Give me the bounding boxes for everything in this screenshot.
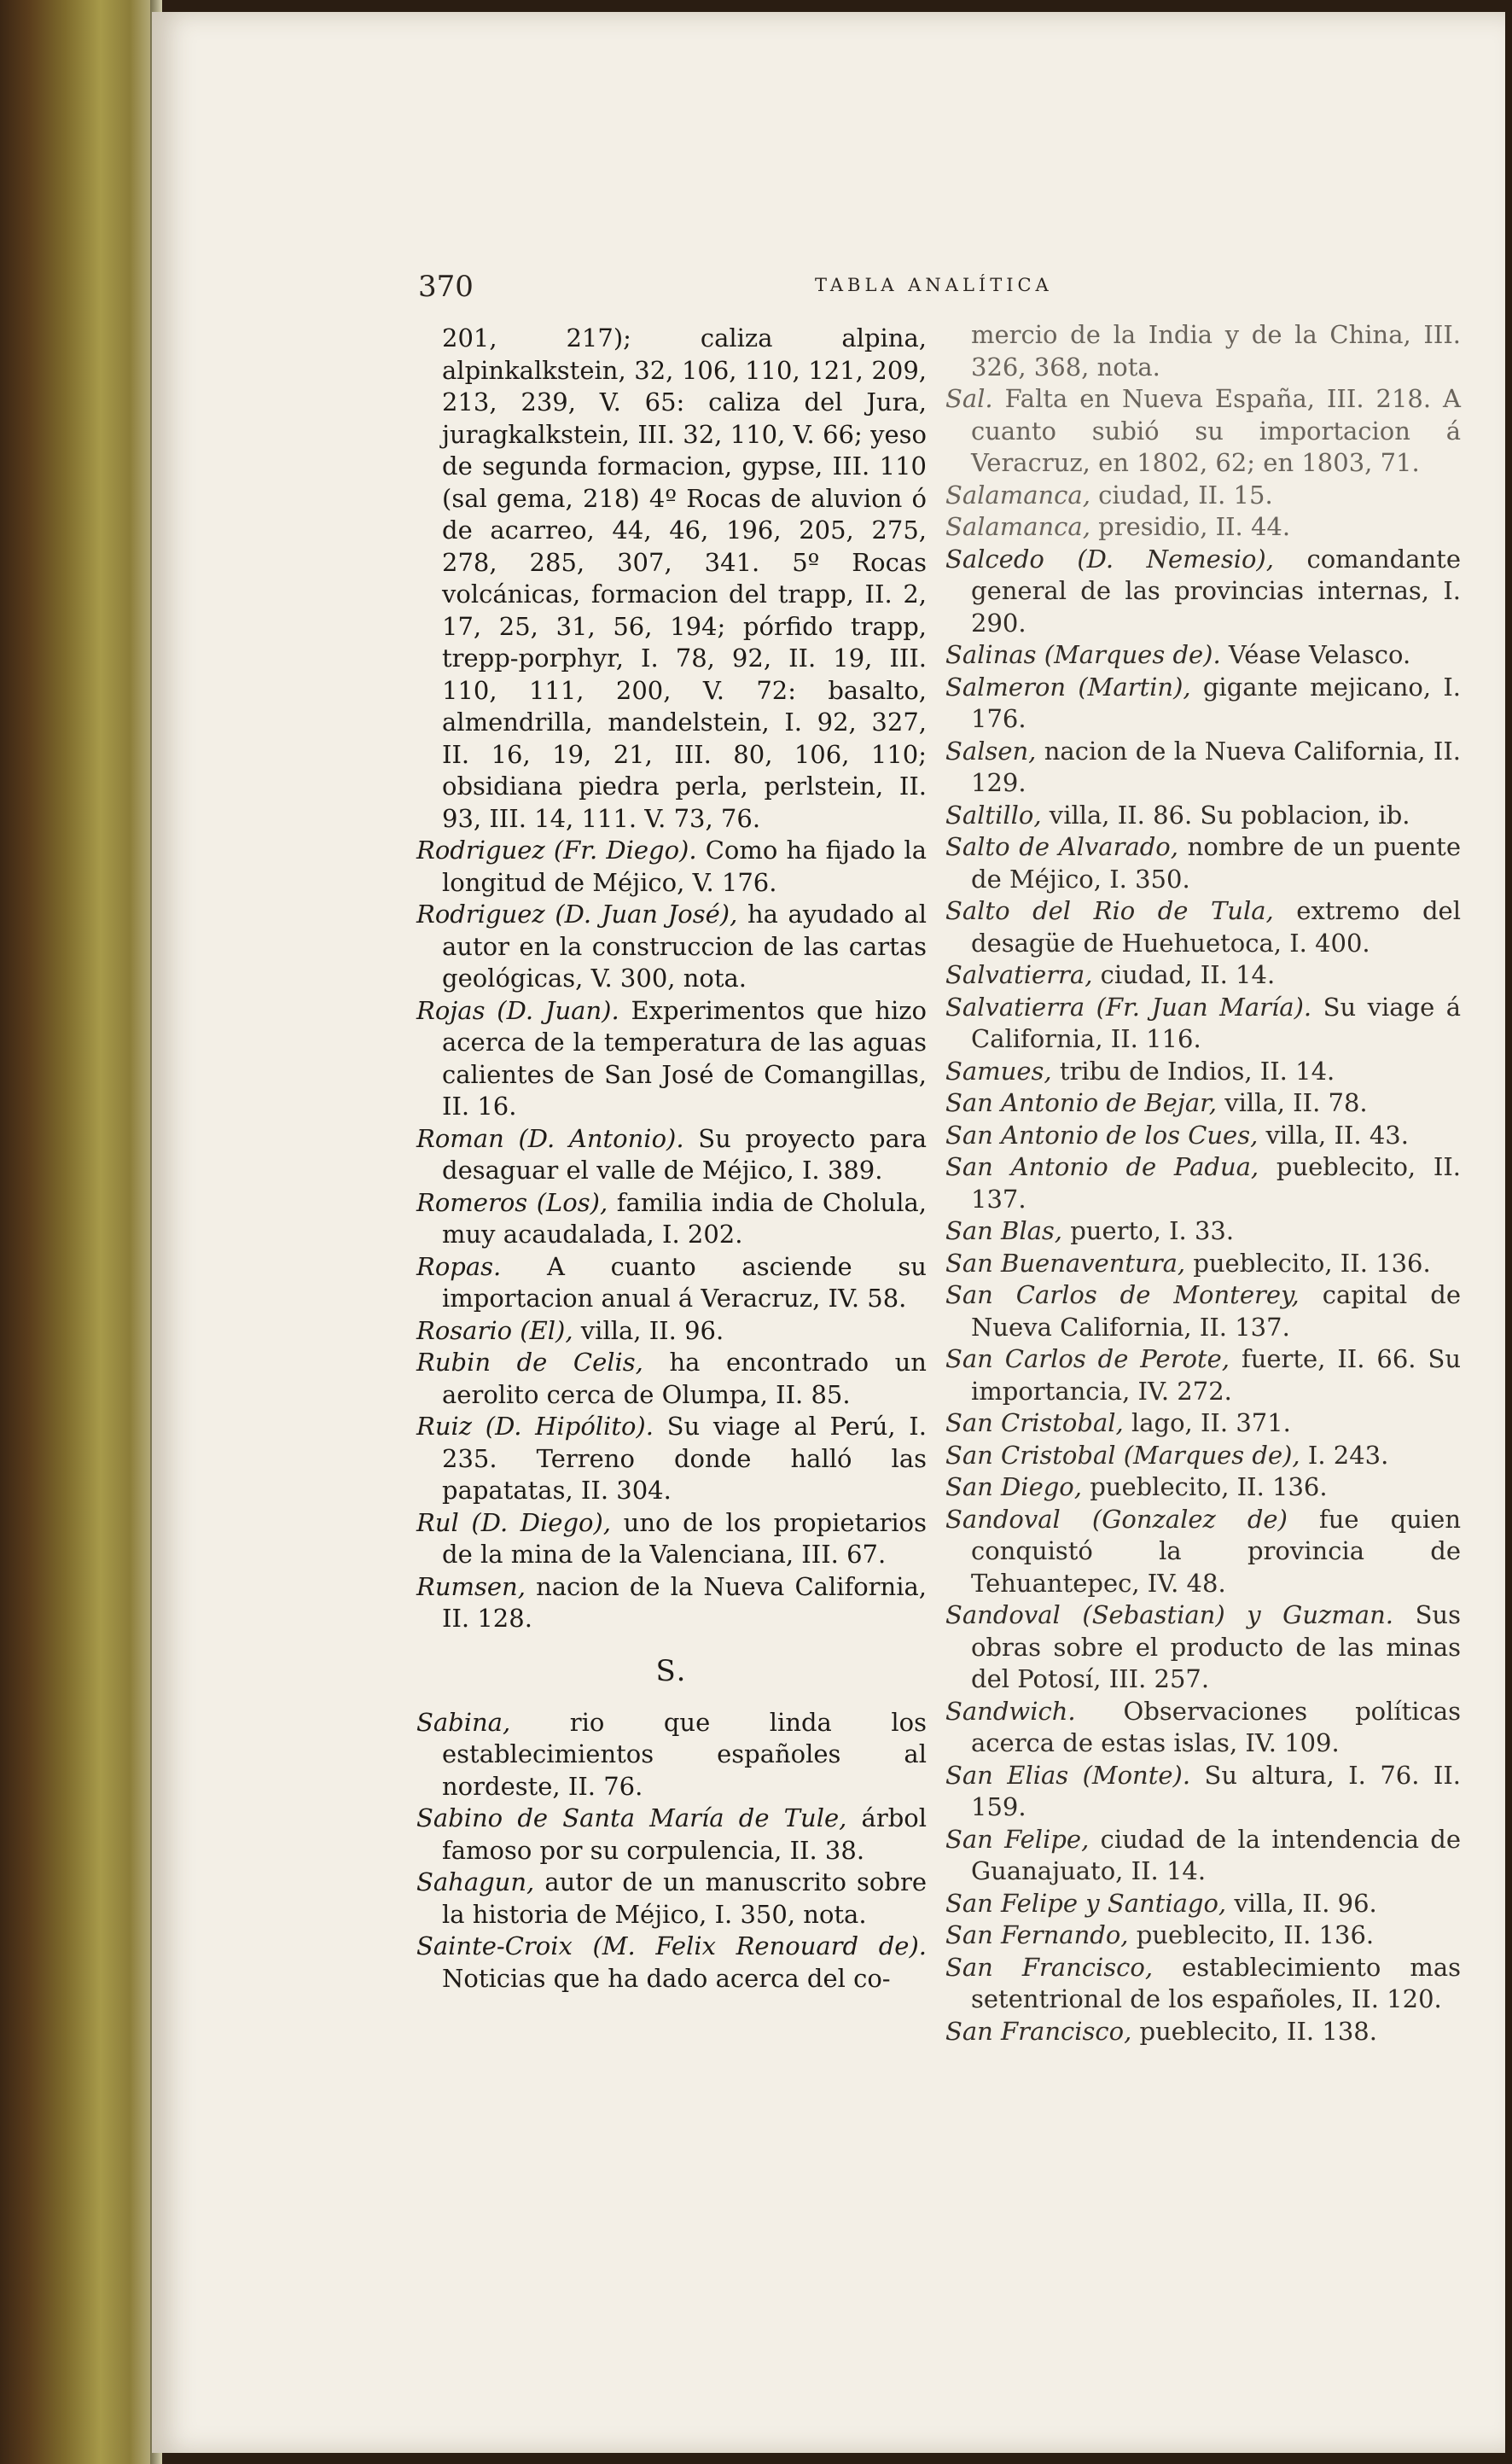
index-entry [945,800,1461,832]
entry-headword: San Buenaventura, [945,1248,1186,1278]
index-entry [945,992,1461,1056]
index-entry [945,1407,1461,1440]
entry-headword: Salvatierra, [945,960,1093,989]
entry-headword: Salcedo (D. Nemesio), [945,544,1274,574]
index-entry [416,1507,927,1571]
entry-headword: Salamanca, [945,512,1090,541]
entry-text: Su viage á California, II. 116. [971,992,1461,1053]
entry-text: villa, II. 78. [1217,1088,1368,1117]
index-entry [945,1952,1461,2016]
entry-text: árbol famoso por su corpulencia, II. 38. [442,1803,927,1865]
index-entry [945,1087,1461,1120]
entry-text: pueblecito, II. 136. [1128,1920,1375,1949]
index-entry [945,480,1461,512]
index-entry [416,1707,927,1803]
entry-headword: San Francisco, [945,2016,1132,2046]
entry-headword: Sabina, [416,1707,511,1737]
entry-text: Como ha fijado la longitud de Méjico, V. 176. [442,836,927,897]
entry-headword: San Carlos de Monterey, [945,1280,1300,1309]
index-entry [945,319,1461,383]
entry-headword: Rojas (D. Juan). [416,995,619,1025]
entry-headword: Salmeron (Martin), [945,672,1191,702]
entry-text: tribu de Indios, II. 14. [1051,1056,1335,1086]
left-entries-after [416,1707,927,1995]
entry-text: nacion de la Nueva California, II. 129. [971,736,1461,797]
entry-text: puerto, I. 33. [1062,1216,1235,1245]
entry-text: villa, II. 43. [1258,1120,1409,1150]
page-number: 370 [418,270,474,304]
entry-headword: Sandoval (Gonzalez de) [945,1504,1288,1534]
entry-headword: Salto del Rio de Tula, [945,896,1274,925]
entry-headword: Ruiz (D. Hipólito). [416,1412,654,1441]
entry-headword: Salsen, [945,736,1037,766]
index-entry [416,1315,927,1348]
index-entry [416,323,927,835]
entry-headword: Rubin de Celis, [416,1348,643,1377]
index-entry [416,1251,927,1315]
entry-text: lago, II. 371. [1123,1408,1291,1437]
entry-text: ha encontrado un aerolito cerca de Olumpa, II. 85. [442,1348,927,1409]
entry-text: uno de los propietarios de la mina de la Valenciana, III. 67. [442,1507,927,1569]
entry-headword: Roman (D. Antonio). [416,1123,684,1153]
entry-headword: Rodriguez (D. Juan José), [416,900,738,929]
entry-headword: Salinas (Marques de). [945,640,1221,669]
entry-headword: San Fernando, [945,1920,1129,1949]
index-entry [416,1931,927,1995]
index-entry [416,1123,927,1187]
index-entry [416,995,927,1123]
index-entry [945,672,1461,736]
index-entry [945,959,1461,992]
index-entry [945,511,1461,544]
index-entry [945,1248,1461,1280]
entry-text: Falta en Nueva España, III. 218. A cuanto subió su importacion á Veracruz, en 1802, 62; en 1803, 71. [971,384,1461,477]
entry-text: fue quien conquistó la provincia de Tehuantepec, IV. 48. [971,1504,1461,1598]
entry-text: nacion de la Nueva California, II. 128. [442,1571,927,1633]
entry-headword: Rumsen, [416,1571,526,1601]
index-entry [945,1471,1461,1504]
index-entry [945,1760,1461,1824]
entry-text: Su proyecto para desaguar el valle de Méjico, I. 389. [442,1123,927,1185]
entry-headword: Romeros (Los), [416,1187,608,1217]
entry-headword: Saltillo, [945,800,1042,830]
index-entry [945,736,1461,800]
entry-headword: Rosario (El), [416,1315,573,1345]
entry-text: pueblecito, II. 138. [1131,2016,1377,2046]
entry-headword: Sal. [945,384,993,413]
entry-headword: Sahagun, [416,1867,535,1896]
entry-headword: San Antonio de Padua, [945,1152,1259,1181]
entry-headword: Sandoval (Sebastian) y Guzman. [945,1600,1393,1629]
index-entry [945,1440,1461,1472]
entry-text: pueblecito, II. 137. [971,1152,1461,1214]
entry-headword: San Elias (Monte). [945,1760,1191,1790]
entry-headword: San Felipe, [945,1824,1090,1854]
running-title: TABLA ANALÍTICA [815,275,1053,295]
index-entry [945,1504,1461,1600]
entry-headword: San Diego, [945,1472,1082,1501]
entry-text: nombre de un puente de Méjico, I. 350. [971,832,1461,894]
index-entry [945,1120,1461,1152]
entry-text: villa, II. 96. [573,1315,724,1345]
entry-text: villa, II. 86. Su poblacion, ib. [1041,800,1410,830]
entry-headword: Ropas. [416,1251,502,1281]
entry-text: extremo del desagüe de Huehuetoca, I. 400. [971,896,1461,958]
entry-text: fuerte, II. 66. Su importancia, IV. 272. [971,1344,1461,1406]
entry-headword: San Antonio de los Cues, [945,1120,1259,1150]
entry-headword: San Felipe y Santiago, [945,1888,1227,1918]
index-entry [945,895,1461,959]
index-entry [416,1187,927,1251]
entry-headword: Sandwich. [945,1696,1076,1726]
right-column [945,319,1461,2048]
index-entry [416,899,927,995]
entry-text: rio que linda los establecimientos españoles al nordeste, II. 76. [442,1707,927,1801]
index-entry [416,1571,927,1635]
index-entry [945,1599,1461,1696]
entry-headword: San Francisco, [945,1952,1154,1982]
entry-text: establecimiento mas setentrional de los españoles, II. 120. [971,1952,1462,2013]
index-entry [945,2016,1461,2048]
index-entry [945,1279,1461,1343]
index-entry [416,1867,927,1931]
index-entry [416,835,927,899]
book-edge [0,0,162,2464]
entry-text: pueblecito, II. 136. [1081,1472,1328,1501]
entry-text: Observaciones políticas acerca de estas islas, IV. 109. [971,1696,1461,1757]
entry-text: autor de un manuscrito sobre la historia de Méjico, I. 350, nota. [442,1867,927,1929]
entry-text: familia india de Cholula, muy acaudalada, I. 202. [442,1187,927,1249]
entry-text: gigante mejicano, I. 176. [971,672,1461,733]
entry-text: ha ayudado al autor en la construccion de las cartas geológicas, V. 300, nota. [442,900,927,993]
index-entry [945,1056,1461,1088]
index-entry [416,1803,927,1867]
entry-headword: San Cristobal, [945,1408,1124,1437]
entry-text: 201, 217); caliza alpina, alpinkalkstein, 32, 106, 110, 121, 209, 213, 239, V. 65: caliza del Jura, juragkalkstein, III. 32, 110, V. 66; yeso de segunda formacion, gypse, III. 110 (sal gema, 218) 4º Rocas de aluvion ó de acarreo, 44, 46, 196, 205, 275, 278, 285, 307, 341. 5º Rocas volcánicas, formacion del trapp, II. 2, 17, 25, 31, 56, 194; pórfido trapp, trepp-porphyr, I. 78, 92, II. 19, III. 110, 111, 200, V. 72: basalto, almendrilla, mandelstein, I. 92, 327, II. 16, 19, 21, III. 80, 106, 110; obsidiana piedra perla, perlstein, II. 93, III. 14, 111. V. 73, 76. [442,323,927,833]
entry-text: Su altura, I. 76. II. 159. [971,1760,1462,1821]
entry-text: Experimentos que hizo acerca de la temperatura de las aguas calientes de San José de Comangillas, II. 16. [442,995,927,1121]
left-entries [416,323,927,1635]
index-entry [945,1696,1461,1760]
entry-text: villa, II. 96. [1226,1888,1377,1918]
entry-headword: Samues, [945,1056,1052,1086]
index-entry [945,383,1461,480]
left-column [416,323,927,1995]
index-entry [416,1347,927,1411]
index-entry [945,1919,1461,1952]
entry-headword: Rodriguez (Fr. Diego). [416,836,697,865]
entry-text: Su viage al Perú, I. 235. Terreno donde halló las papatatas, II. 304. [442,1412,927,1505]
entry-headword: San Carlos de Perote, [945,1344,1230,1373]
entry-text: mercio de la India y de la China, III. 326, 368, nota. [971,320,1461,382]
entry-headword: Salvatierra (Fr. Juan María). [945,992,1312,1022]
entry-text: pueblecito, II. 136. [1185,1248,1431,1278]
entry-headword: San Cristobal (Marques de), [945,1440,1300,1470]
entry-text: presidio, II. 44. [1090,512,1291,541]
section-letter: S. [655,1653,688,1688]
entry-headword: San Blas, [945,1216,1063,1245]
page-header [418,270,1271,312]
index-entry [416,1411,927,1507]
entry-text: Véase Velasco. [1220,640,1411,669]
index-entry [945,1343,1461,1407]
entry-headword: San Antonio de Bejar, [945,1088,1218,1117]
entry-text: Sus obras sobre el producto de las minas del Potosí, III. 257. [971,1600,1461,1693]
index-entry [945,831,1461,895]
right-entries [945,319,1461,2048]
entry-headword: Sainte-Croix (M. Felix Renouard de). [416,1931,927,1960]
index-entry [945,1824,1461,1888]
index-entry [945,1151,1461,1215]
entry-headword: Sabino de Santa María de Tule, [416,1803,847,1832]
entry-text: I. 243. [1300,1440,1389,1470]
entry-text: ciudad, II. 14. [1092,960,1276,989]
entry-text: ciudad, II. 15. [1090,480,1273,510]
entry-text: comandante general de las provincias internas, I. 290. [971,544,1461,638]
entry-headword: Salto de Alvarado, [945,832,1178,861]
index-entry [945,544,1461,640]
index-entry [945,639,1461,672]
entry-text: A cuanto asciende su importacion anual á Veracruz, IV. 58. [442,1251,927,1313]
entry-headword: Rul (D. Diego), [416,1507,612,1537]
entry-headword: Salamanca, [945,480,1090,510]
entry-text: ciudad de la intendencia de Guanajuato, II. 14. [971,1824,1461,1885]
index-entry [945,1888,1461,1920]
entry-text: Noticias que ha dado acerca del co- [442,1963,891,1993]
entry-text: capital de Nueva California, II. 137. [971,1280,1461,1342]
index-entry [945,1215,1461,1248]
